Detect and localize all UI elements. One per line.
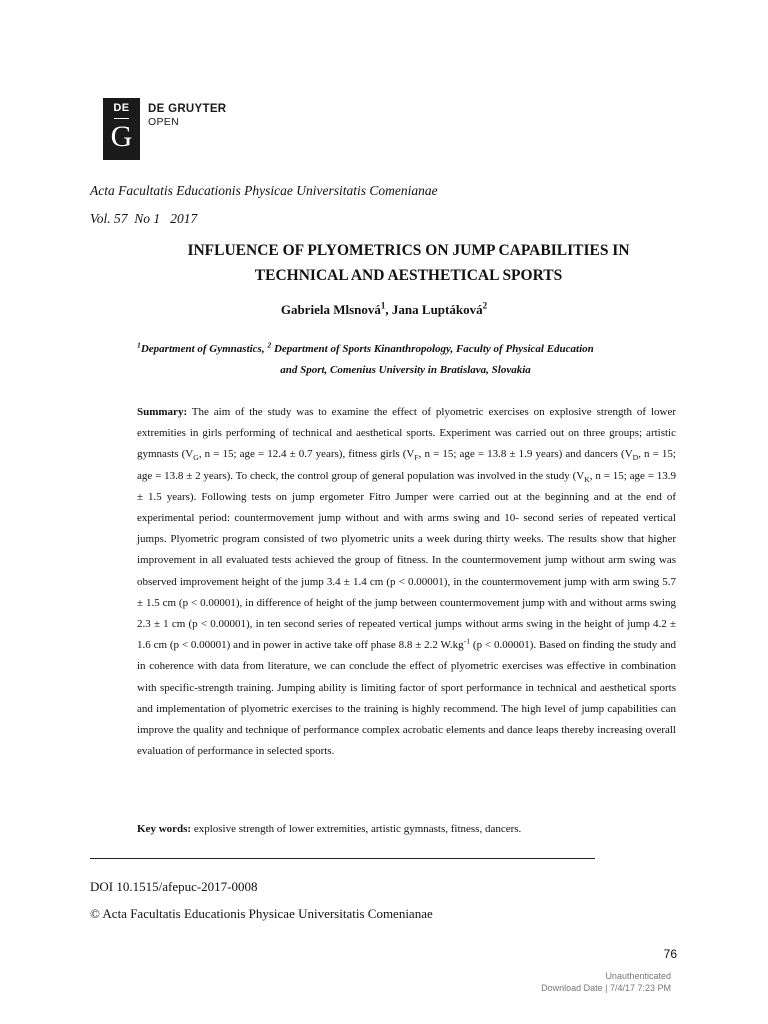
affil-dept-2: Department of Sports Kinanthropology, Faculty of Physical Education bbox=[271, 343, 594, 355]
keywords-label: Key words: bbox=[137, 823, 192, 835]
author-separator: , bbox=[385, 302, 392, 317]
summary-label: Summary: bbox=[137, 406, 188, 418]
logo-mark-top: DE bbox=[113, 102, 130, 114]
author-1: Gabriela Mlsnová bbox=[280, 302, 381, 317]
summary-text-2: , n = 15; age = 12.4 ± 0.7 years), fitness girls (V bbox=[198, 448, 415, 461]
watermark-unauthenticated: Unauthenticated bbox=[605, 971, 671, 981]
summary-sub-d: D bbox=[632, 453, 639, 463]
affiliation-line-1 bbox=[137, 339, 674, 360]
summary-text-4: , n = 15; age = 13.8 ± 2 years). To check, the control group of general population was involved in the study (V bbox=[137, 448, 676, 482]
summary-sub-g: G bbox=[193, 453, 199, 463]
logo-mark-rule bbox=[114, 118, 129, 119]
journal-name: Acta Facultatis Educationis Physicae Universitatis Comenianae bbox=[90, 183, 438, 198]
author-2: Jana Luptáková bbox=[391, 302, 483, 317]
summary-sup-unit: -1 bbox=[463, 636, 471, 646]
summary-text-6: (p < 0.00001). Based on finding the study and in coherence with data from literature, we can conclude the effect of plyometric exercises was effective in combination with specific-strength training. Jumping ability is limiting factor of sport performance in technical and aesthetical sports and implementation of plyometric exercises to the training is highly recommend. The high level of jump capabilities can improve the quality and technique of performance complex acrobatic elements and dance leaps thereby increasing overall evaluation of performance in selected sports. bbox=[137, 639, 676, 758]
summary-text-1: The aim of the study was to examine the effect of plyometric exercises on explosive strength of lower extremities in girls performing of technical and aesthetical sports. Experiment was carried out on three groups; artistic gymnasts (V bbox=[137, 406, 676, 461]
volume-info: Vol. 57 No 1 2017 bbox=[90, 211, 198, 226]
copyright: © Acta Facultatis Educationis Physicae Universitatis Comenianae bbox=[90, 906, 433, 921]
summary-sub-k: K bbox=[584, 474, 590, 484]
affil-sup-1: 1 bbox=[137, 340, 141, 350]
affil-sup-2: 2 bbox=[267, 340, 272, 350]
author-1-sup: 1 bbox=[380, 300, 386, 311]
keywords bbox=[137, 823, 676, 835]
summary-paragraph bbox=[137, 402, 676, 762]
logo-name: DE GRUYTER bbox=[148, 103, 227, 115]
keywords-text: explosive strength of lower extremities, artistic gymnasts, fitness, dancers. bbox=[191, 823, 522, 835]
title-line-2: TECHNICAL AND AESTHETICAL SPORTS bbox=[254, 267, 563, 284]
summary-text-3: , n = 15; age = 13.8 ± 1.9 years) and dancers (V bbox=[418, 448, 633, 461]
page-number: 76 bbox=[663, 947, 677, 961]
paper-title bbox=[90, 238, 727, 288]
affiliation-line-2: and Sport, Comenius University in Bratislava, Slovakia bbox=[280, 364, 531, 376]
logo-sub: OPEN bbox=[148, 116, 179, 128]
affil-dept-1: Department of Gymnastics, bbox=[140, 343, 268, 355]
title-line-1: INFLUENCE OF PLYOMETRICS ON JUMP CAPABILITIES IN bbox=[187, 242, 630, 259]
publisher-logo bbox=[103, 98, 228, 160]
logo-mark bbox=[103, 98, 140, 160]
summary-sub-f: F bbox=[414, 453, 419, 463]
watermark-download-date: Download Date | 7/4/17 7:23 PM bbox=[541, 983, 671, 993]
logo-mark-letter: G bbox=[110, 120, 133, 153]
doi: DOI 10.1515/afepuc-2017-0008 bbox=[90, 879, 258, 894]
authors bbox=[0, 302, 768, 318]
affiliations bbox=[137, 339, 674, 381]
summary-text-5: , n = 15; age = 13.9 ± 1.5 years). Following tests on jump ergometer Fitro Jumper were carried out at the beginning and at the end of experimental period: countermovement jump without and with arms swing and 10- second series of repeated vertical jumps. Plyometric program consisted of two plyometric units a week during thirty weeks. The results show that higher improvement in all evaluated tests achieved the group of fitness. In the countermovement jump without arm swing was observed improvement height of the jump 3.4 ± 1.4 cm (p < 0.00001), in the countermovement jump with arm swing 5.7 ± 1.5 cm (p < 0.00001), in difference of height of the jump between countermovement jump with and without arms swing 2.3 ± 1 cm (p < 0.00001), in ten second series of repeated vertical jumps without arms swing in the height of jump 4.2 ± 1.6 cm (p < 0.00001) and in power in active take off phase 8.8 ± 2.2 W.kg bbox=[137, 469, 677, 652]
author-2-sup: 2 bbox=[482, 300, 488, 311]
footnote-separator bbox=[90, 858, 595, 859]
